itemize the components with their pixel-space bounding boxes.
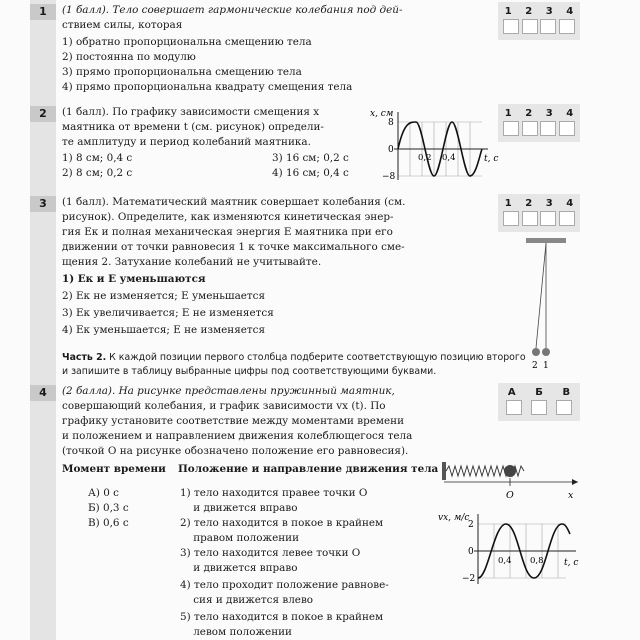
answer-cell[interactable] [556,400,572,415]
pendulum-label-2: 2 [532,361,538,371]
answer-cell[interactable] [559,121,575,136]
question-3-text-3: гия Eк и полная механическая энергия E маятника при его [62,226,393,238]
q2-tick-top: 8 [388,118,394,128]
q4-tick-zero: 0 [468,547,474,557]
q4-tick-t1: 0,4 [498,556,512,566]
q4-answer-box [498,383,580,421]
question-3-text-4: движении от точки равновесия 1 к точке максимального сме- [62,241,405,253]
q1-option-1: 1) обратно пропорциональна смещению тела [62,36,312,48]
q3-option-2: 2) Eк не изменяется; E уменьшается [62,290,266,302]
answer-label: 2 [525,6,533,17]
question-1-number: 1 [30,4,56,20]
q2-x-axis-label: t, с [484,154,499,164]
answer-cell[interactable] [503,211,519,226]
answer-cell[interactable] [506,400,522,415]
answer-label: 2 [525,198,533,209]
question-4-text: (2 балла). На рисунке представлены пружинный маятник, [62,385,395,397]
answer-label: 1 [504,198,512,209]
q3-answer-box [498,194,580,232]
position-4: 4) тело проходит положение равнове- [180,579,389,591]
question-2-number: 2 [30,106,56,122]
q4-x-axis-label: t, с [564,558,579,568]
question-3-text: (1 балл). Математический маятник совершает колебания (см. [62,196,406,208]
answer-label: 1 [504,108,512,119]
answer-cell[interactable] [559,19,575,34]
position-5-cont: левом положении [180,626,292,638]
question-4-text-2: совершающий колебания, и график зависимости vx (t). По [62,400,386,412]
answer-label: 4 [566,108,574,119]
answer-label: 3 [545,198,553,209]
q2-tick-t2: 0,4 [442,153,456,163]
q2-option-1: 1) 8 см; 0,4 с [62,152,133,164]
question-1-text: (1 балл). Тело совершает гармонические колебания под дей- [62,4,403,16]
position-4-cont: сия и движется влево [180,594,314,606]
question-4-number: 4 [30,385,56,401]
question-1-text-2: ствием силы, которая [62,19,183,31]
q2-y-axis-label: x, см [370,109,394,119]
q3-option-4: 4) Eк уменьшается; E не изменяется [62,324,266,336]
moment-b: Б) 0,3 с [88,502,129,514]
question-3-number: 3 [30,196,56,212]
q4-tick-t2: 0,8 [530,556,544,566]
q3-option-1: 1) Eк и E уменьшаются [62,273,206,285]
q1-option-4: 4) прямо пропорциональна квадрату смещения тела [62,81,353,93]
col1-header: Момент времени [62,463,166,475]
q2-tick-bottom: −8 [382,172,396,182]
answer-cell[interactable] [531,400,547,415]
part2-title: Часть 2. [62,352,107,363]
question-4-text-4: и положением и направлением движения колеблющегося тела [62,430,413,442]
q2-option-4: 4) 16 см; 0,4 с [272,167,349,179]
answer-label: 4 [566,6,574,17]
spring-x-label: x [568,490,574,501]
answer-label: А [507,387,516,398]
position-2-cont: правом положении [180,532,299,544]
q4-y-axis-label: vx, м/с [438,513,470,523]
position-3-cont: и движется вправо [180,562,298,574]
q1-option-2: 2) постоянна по модулю [62,51,196,63]
answer-label: 1 [504,6,512,17]
answer-label: Б [535,387,543,398]
question-4-text-3: графику установите соответствие между моментами времени [62,415,404,427]
q4-tick-bottom: −2 [462,574,476,584]
answer-cell[interactable] [522,19,538,34]
q4-velocity-graph [436,508,586,588]
q3-option-3: 3) Eк увеличивается; E не изменяется [62,307,274,319]
answer-cell[interactable] [522,211,538,226]
q2-option-3: 3) 16 см; 0,2 с [272,152,349,164]
answer-cell[interactable] [540,121,556,136]
col2-header: Положение и направление движения тела [178,463,439,475]
q3-pendulum-figure [520,236,570,372]
part2-instructions [62,350,526,365]
question-3-text-5: щения 2. Затухание колебаний не учитывайте. [62,256,322,268]
answer-cell[interactable] [503,121,519,136]
position-1: 1) тело находится правее точки O [180,487,368,499]
position-1-cont: и движется вправо [180,502,298,514]
answer-cell[interactable] [503,19,519,34]
q1-option-3: 3) прямо пропорциональна смещению тела [62,66,302,78]
moment-c: В) 0,6 с [88,517,129,529]
q2-displacement-graph [370,104,510,184]
q2-option-2: 2) 8 см; 0,2 с [62,167,133,179]
question-4-text-5: (точкой O на рисунке обозначено положение его равновесия). [62,445,409,457]
question-2-text-2: маятника от времени t (см. рисунок) определи- [62,121,324,133]
pendulum-label-1: 1 [543,361,549,371]
q2-tick-zero: 0 [388,145,394,155]
answer-label: В [562,387,571,398]
answer-label: 3 [545,108,553,119]
equilibrium-label: O [506,490,514,501]
position-3: 3) тело находится левее точки O [180,547,361,559]
answer-label: 2 [525,108,533,119]
position-2: 2) тело находится в покое в крайнем [180,517,384,529]
answer-cell[interactable] [522,121,538,136]
q4-tick-top: 2 [468,520,474,530]
part2-line1: К каждой позиции первого столбца подберите соответствующую позицию второго [106,352,526,363]
answer-cell[interactable] [540,19,556,34]
position-5: 5) тело находится в покое в крайнем [180,611,384,623]
answer-cell[interactable] [559,211,575,226]
q2-answer-box [498,104,580,142]
q2-tick-t1: 0,2 [418,153,432,163]
question-3-text-2: рисунок). Определите, как изменяются кинетическая энер- [62,211,394,223]
moment-a: А) 0 с [88,487,119,499]
part2-line2: и запишите в таблицу выбранные цифры под соответствующими буквами. [62,366,437,377]
question-number-column [30,0,56,640]
answer-label: 4 [566,198,574,209]
answer-cell[interactable] [540,211,556,226]
spring-pendulum-figure [438,458,588,504]
question-2-text: (1 балл). По графику зависимости смещения x [62,106,320,118]
q1-answer-box [498,2,580,40]
question-2-text-3: те амплитуду и период колебаний маятника. [62,136,311,148]
answer-label: 3 [545,6,553,17]
